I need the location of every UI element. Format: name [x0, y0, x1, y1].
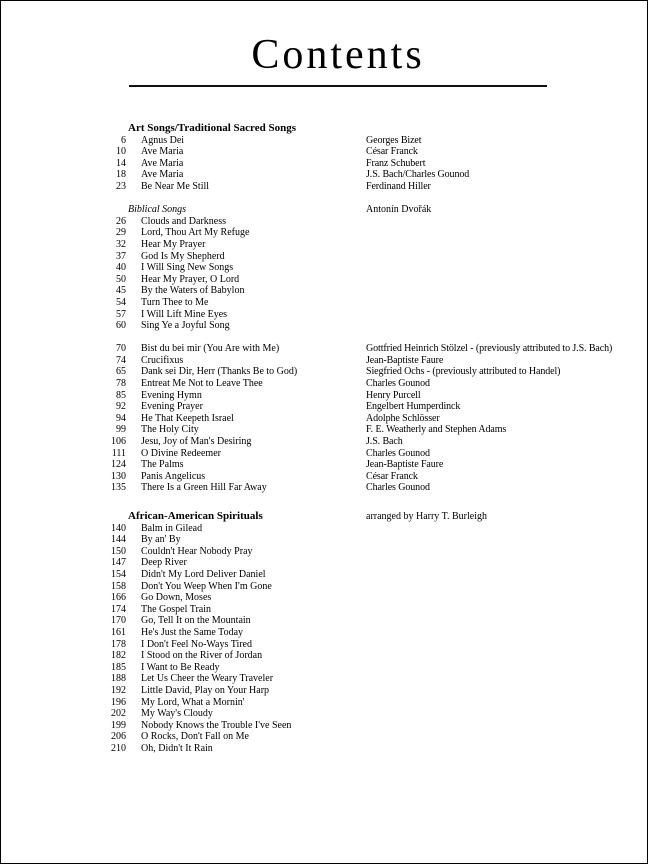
- page-number: 111: [111, 447, 126, 459]
- page-number: 18: [116, 169, 126, 181]
- composer: Adolphe Schlösser: [366, 412, 440, 424]
- toc-blocks: [98, 123, 637, 754]
- song-title: Be Near Me Still: [141, 180, 210, 192]
- toc-row: [98, 604, 637, 616]
- toc-row: [98, 390, 637, 402]
- song-title: He's Just the Same Today: [141, 626, 244, 638]
- subheading-row: [98, 204, 637, 216]
- toc-row: [98, 424, 637, 436]
- section-note: Antonín Dvořák: [366, 204, 432, 216]
- page-number: 23: [116, 180, 126, 192]
- page-number: 185: [111, 661, 126, 673]
- song-title: Let Us Cheer the Weary Traveler: [141, 673, 274, 685]
- page-number: 40: [116, 262, 126, 274]
- page-number: 99: [116, 424, 126, 436]
- toc-row: [98, 720, 637, 732]
- section-gap: [98, 332, 637, 344]
- page-number: 85: [116, 389, 126, 401]
- page-number: 135: [111, 482, 126, 494]
- page-number: 60: [116, 320, 126, 332]
- song-title: My Way's Cloudy: [141, 708, 213, 720]
- page-number: 206: [111, 731, 126, 743]
- toc-row: [98, 743, 637, 755]
- toc-row: [98, 639, 637, 651]
- section-note: arranged by Harry T. Burleigh: [366, 511, 487, 522]
- page-number: 94: [116, 412, 126, 424]
- toc-row: [98, 471, 637, 483]
- toc-row: [98, 673, 637, 685]
- toc-row: [98, 459, 637, 471]
- heading-row: [98, 123, 637, 135]
- song-title: Ave Maria: [141, 169, 184, 181]
- section-gap: [98, 494, 637, 511]
- song-title: Oh, Didn't It Rain: [141, 742, 213, 754]
- song-title: Evening Hymn: [141, 389, 202, 401]
- composer: Gottfried Heinrich Stölzel - (previously attributed to J.S. Bach): [366, 343, 613, 355]
- song-title: Jesu, Joy of Man's Desiring: [141, 436, 252, 448]
- toc-row: [98, 239, 637, 251]
- song-title: Nobody Knows the Trouble I've Seen: [141, 719, 292, 731]
- toc-row: [98, 135, 637, 147]
- song-title: Go, Tell It on the Mountain: [141, 615, 251, 627]
- song-title: Crucifixus: [141, 354, 184, 366]
- toc-row: [98, 569, 637, 581]
- song-title: Little David, Play on Your Harp: [141, 684, 270, 696]
- section-gap: [98, 193, 637, 205]
- song-title: I Want to Be Ready: [141, 661, 220, 673]
- page-number: 140: [111, 522, 126, 534]
- toc-row: [98, 546, 637, 558]
- heading-row: [98, 511, 637, 523]
- toc-row: [98, 262, 637, 274]
- toc-row: [98, 378, 637, 390]
- page-number: 78: [116, 378, 126, 390]
- page-number: 45: [116, 285, 126, 297]
- page-number: 150: [111, 545, 126, 557]
- page-number: 182: [111, 650, 126, 662]
- song-title: Couldn't Hear Nobody Pray: [141, 545, 253, 557]
- song-title: I Will Sing New Songs: [141, 262, 234, 274]
- page-number: 192: [111, 684, 126, 696]
- song-title: There Is a Green Hill Far Away: [141, 482, 267, 494]
- composer: Siegfried Ochs - (previously attributed to Handel): [366, 366, 561, 378]
- composer: Jean-Baptiste Faure: [366, 354, 444, 366]
- toc-row: [98, 146, 637, 158]
- composer: Charles Gounod: [366, 447, 430, 459]
- page-number: 161: [111, 626, 126, 638]
- song-title: Panis Angelicus: [141, 470, 206, 482]
- composer: Engelbert Humperdinck: [366, 401, 461, 413]
- page-number: 92: [116, 401, 126, 413]
- song-title: O Divine Redeemer: [141, 447, 221, 459]
- page-number: 65: [116, 366, 126, 378]
- toc-row: [98, 448, 637, 460]
- section-heading: Art Songs/Traditional Sacred Songs: [128, 122, 296, 134]
- toc-row: [98, 534, 637, 546]
- toc-row: [98, 523, 637, 535]
- song-title: Agnus Dei: [141, 134, 185, 146]
- title-rule: [129, 85, 547, 87]
- toc-row: [98, 285, 637, 297]
- song-title: I Will Lift Mine Eyes: [141, 308, 228, 320]
- toc-row: [98, 436, 637, 448]
- song-title: Hear My Prayer: [141, 238, 206, 250]
- song-title: By the Waters of Babylon: [141, 285, 245, 297]
- page-number: 32: [116, 238, 126, 250]
- page-number: 170: [111, 615, 126, 627]
- toc-row: [98, 581, 637, 593]
- page-title: Contents: [251, 32, 425, 78]
- page-number: 166: [111, 592, 126, 604]
- toc-row: [98, 650, 637, 662]
- page-number: 178: [111, 638, 126, 650]
- composer: Charles Gounod: [366, 378, 430, 390]
- page-number: 154: [111, 568, 126, 580]
- toc-row: [98, 482, 637, 494]
- song-title: The Gospel Train: [141, 603, 211, 615]
- song-title: Bist du bei mir (You Are with Me): [141, 343, 280, 355]
- song-title: Balm in Gilead: [141, 522, 203, 534]
- song-title: I Don't Feel No-Ways Tired: [141, 638, 252, 650]
- toc-row: [98, 309, 637, 321]
- toc-row: [98, 592, 637, 604]
- page-number: 124: [111, 459, 126, 471]
- toc-row: [98, 685, 637, 697]
- toc-row: [98, 401, 637, 413]
- page-number: 70: [116, 343, 126, 355]
- page-number: 29: [116, 227, 126, 239]
- song-title: Ave Maria: [141, 146, 184, 158]
- toc-row: [98, 627, 637, 639]
- composer: Franz Schubert: [366, 157, 426, 169]
- song-title: My Lord, What a Mornin': [141, 696, 245, 708]
- toc-row: [98, 251, 637, 263]
- toc-row: [98, 216, 637, 228]
- song-title: Sing Ye a Joyful Song: [141, 320, 230, 332]
- subsection-heading: Biblical Songs: [128, 204, 187, 216]
- composer: Ferdinand Hiller: [366, 180, 431, 192]
- page-number: 144: [111, 534, 126, 546]
- page-number: 210: [111, 742, 126, 754]
- composer: César Franck: [366, 146, 418, 158]
- toc-row: [98, 169, 637, 181]
- toc-row: [98, 697, 637, 709]
- toc-row: [98, 413, 637, 425]
- page-number: 202: [111, 708, 126, 720]
- composer: César Franck: [366, 470, 418, 482]
- song-title: I Stood on the River of Jordan: [141, 650, 263, 662]
- page-number: 147: [111, 557, 126, 569]
- page-number: 50: [116, 273, 126, 285]
- toc-row: [98, 557, 637, 569]
- page-number: 199: [111, 719, 126, 731]
- toc-row: [98, 662, 637, 674]
- song-title: Ave Maria: [141, 157, 184, 169]
- composer: Charles Gounod: [366, 482, 430, 494]
- page-number: 14: [116, 157, 126, 169]
- toc-row: [98, 366, 637, 378]
- page-number: 188: [111, 673, 126, 685]
- page-number: 57: [116, 308, 126, 320]
- page-number: 74: [116, 354, 126, 366]
- song-title: Hear My Prayer, O Lord: [141, 273, 240, 285]
- page-number: 26: [116, 215, 126, 227]
- toc-row: [98, 708, 637, 720]
- page-number: 10: [116, 146, 126, 158]
- song-title: Clouds and Darkness: [141, 215, 226, 227]
- song-title: God Is My Shepherd: [141, 250, 225, 262]
- toc-row: [98, 274, 637, 286]
- song-title: Don't You Weep When I'm Gone: [141, 580, 272, 592]
- toc-row: [98, 320, 637, 332]
- toc-row: [98, 343, 637, 355]
- song-title: By an' By: [141, 534, 181, 546]
- toc-row: [98, 355, 637, 367]
- composer: J.S. Bach: [366, 436, 403, 448]
- toc-row: [98, 615, 637, 627]
- toc-row: [98, 227, 637, 239]
- song-title: Evening Prayer: [141, 401, 203, 413]
- song-title: He That Keepeth Israel: [141, 412, 234, 424]
- page-number: 130: [111, 470, 126, 482]
- song-title: Lord, Thou Art My Refuge: [141, 227, 250, 239]
- song-title: Go Down, Moses: [141, 592, 212, 604]
- composer: F. E. Weatherly and Stephen Adams: [366, 424, 507, 436]
- composer: Georges Bizet: [366, 134, 422, 146]
- page-number: 196: [111, 696, 126, 708]
- toc-row: [98, 297, 637, 309]
- page-header: [129, 31, 547, 87]
- toc-row: [98, 181, 637, 193]
- toc-row: [98, 158, 637, 170]
- song-title: Dank sei Dir, Herr (Thanks Be to God): [141, 366, 298, 378]
- page-number: 158: [111, 580, 126, 592]
- section-heading: African-American Spirituals: [128, 510, 263, 522]
- composer: Jean-Baptiste Faure: [366, 459, 444, 471]
- song-title: The Holy City: [141, 424, 199, 436]
- song-title: O Rocks, Don't Fall on Me: [141, 731, 249, 743]
- page-number: 174: [111, 603, 126, 615]
- song-title: Didn't My Lord Deliver Daniel: [141, 568, 266, 580]
- composer: J.S. Bach/Charles Gounod: [366, 169, 470, 181]
- page-number: 6: [121, 134, 126, 146]
- toc-row: [98, 731, 637, 743]
- composer: Henry Purcell: [366, 389, 421, 401]
- page-number: 54: [116, 296, 126, 308]
- page-number: 37: [116, 250, 126, 262]
- song-title: Deep River: [141, 557, 187, 569]
- song-title: The Palms: [141, 459, 184, 471]
- page-number: 106: [111, 436, 126, 448]
- song-title: Turn Thee to Me: [141, 296, 209, 308]
- song-title: Entreat Me Not to Leave Thee: [141, 378, 263, 390]
